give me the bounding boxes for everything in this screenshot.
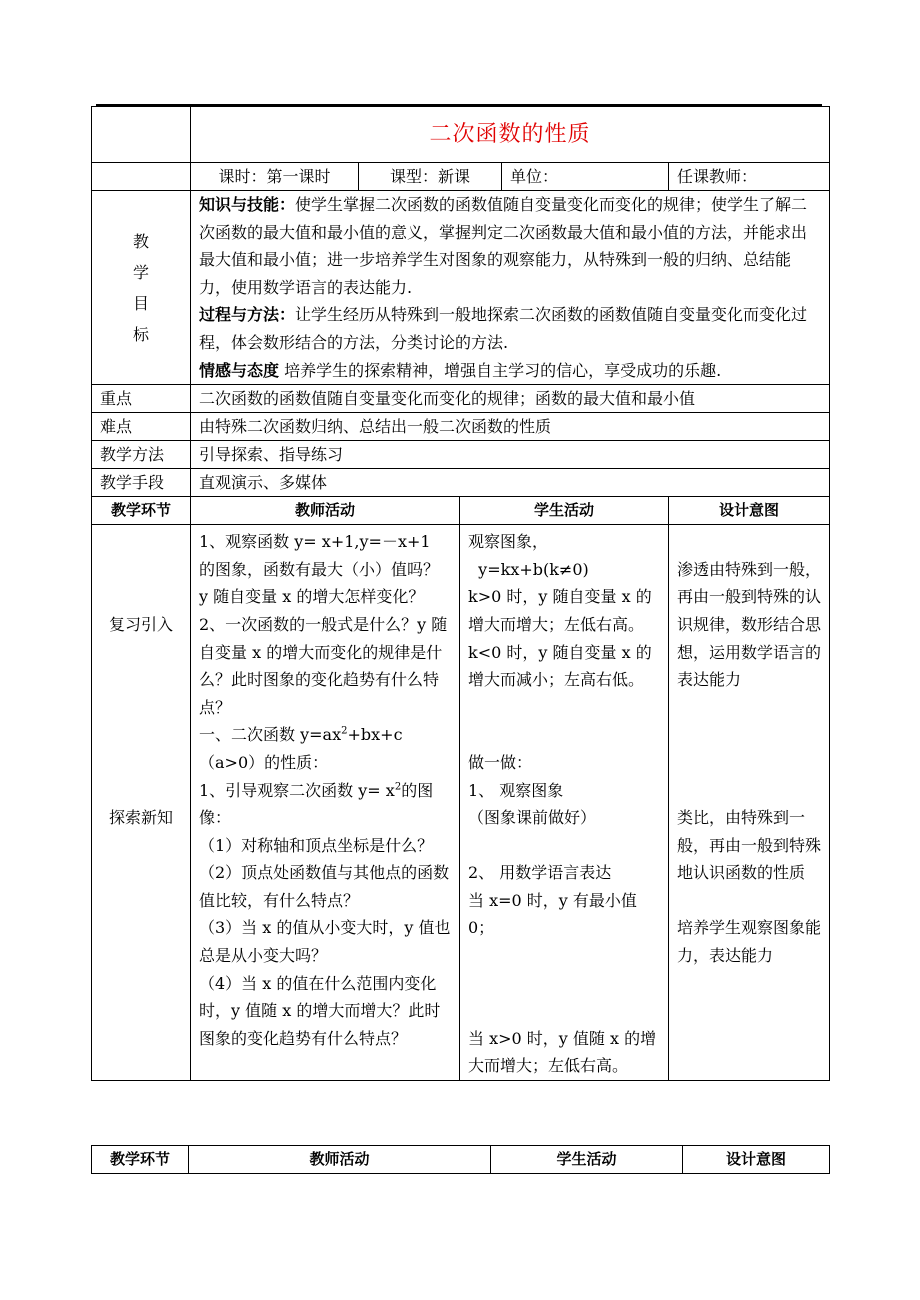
unit-field: 单位：	[502, 163, 669, 191]
column-header: 教学环节	[92, 497, 191, 525]
column-header: 设计意图	[683, 1146, 830, 1174]
column-header: 学生活动	[460, 497, 669, 525]
goals-text: 知识与技能：使学生掌握二次函数的函数值随自变量变化而变化的规律；使学生了解二次函数的最大值和最小值的意义，掌握判定二次函数最大值和最小值的方法，并能求出最大值和最小值；进一步培养学生对图象的观察能力，从特殊到一般的归纳、总结能力，使用数学语言的表达能力. 过程与方法：让学生经历从特殊到一般地探索二次函数的函数值随自变量变化而变化过程，体会数形结合的方法，分类讨论的方法. 情感与态度 培养学生的探索精神，增强自主学习的信心，享受成功的乐趣.	[191, 191, 830, 385]
column-header: 教学环节	[92, 1146, 189, 1174]
lesson-type: 课型：新课	[359, 163, 502, 191]
design-intent: 渗透由特殊到一般，再由一般到特殊的认识规律，数形结合思想，运用数学语言的表达能力 类比，由特殊到一般，再由一般到特殊地认识函数的性质 培养学生观察图象能力，表达能力	[669, 525, 830, 1081]
row-value: 二次函数的函数值随自变量变化而变化的规律；函数的最大值和最小值	[191, 385, 830, 413]
teacher-activity: 1、观察函数 y= x+1,y=－x+1 的图象，函数有最大（小）值吗？ y 随自变量 x 的增大怎样变化？ 2、一次函数的一般式是什么？y 随自变量 x 的增大而变化的规律是什么？此时图象的变化趋势有什么特点？ 一、二次函数 $y=ax^2+bx+c(a>0)$的性质： 1、引导观察二次函数 $y= x^2$的图像： （1）对称轴和顶点坐标是什么？ （2）顶点处函数值与其他点的函数值比较，有什么特点？ （3）当 x 的值从小变大时，y 值也总是从小变大吗？ （4）当 x 的值在什么范围内变化时，y 值随 x 的增大而增大？此时图象的变化趋势有什么特点？	[191, 525, 460, 1081]
column-header: 学生活动	[491, 1146, 683, 1174]
student-activity: 观察图象， y=kx+b(k≠0) k>0 时，y 随自变量 x 的增大而增大；左低右高。 k<0 时，y 随自变量 x 的增大而减小；左高右低。 做一做： 1、 观察图象 （图象课前做好） 2、 用数学语言表达 当 x=0 时，y 有最小值 0； 当 x>0 时，y 值随 x 的增大而增大；左低右高。	[460, 525, 669, 1081]
row-label: 教学方法	[92, 441, 191, 469]
lesson-period: 课时：第一课时	[191, 163, 359, 191]
row-value: 由特殊二次函数归纳、总结出一般二次函数的性质	[191, 413, 830, 441]
column-header: 教师活动	[189, 1146, 491, 1174]
row-value: 直观演示、多媒体	[191, 469, 830, 497]
row-label: 重点	[92, 385, 191, 413]
column-header: 教师活动	[191, 497, 460, 525]
teacher-field: 任课教师：	[669, 163, 830, 191]
column-header: 设计意图	[669, 497, 830, 525]
stage-review: 复习引入	[108, 614, 173, 634]
row-label: 教学手段	[92, 469, 191, 497]
stage-column	[92, 525, 191, 1081]
page-title: 二次函数的性质	[191, 107, 830, 163]
continuation-header-table	[91, 1145, 830, 1174]
lesson-plan-table	[91, 106, 830, 1081]
row-label: 难点	[92, 413, 191, 441]
stage-explore: 探索新知	[108, 808, 173, 828]
goals-label: 教 学 目 标	[92, 191, 191, 385]
row-value: 引导探索、指导练习	[191, 441, 830, 469]
